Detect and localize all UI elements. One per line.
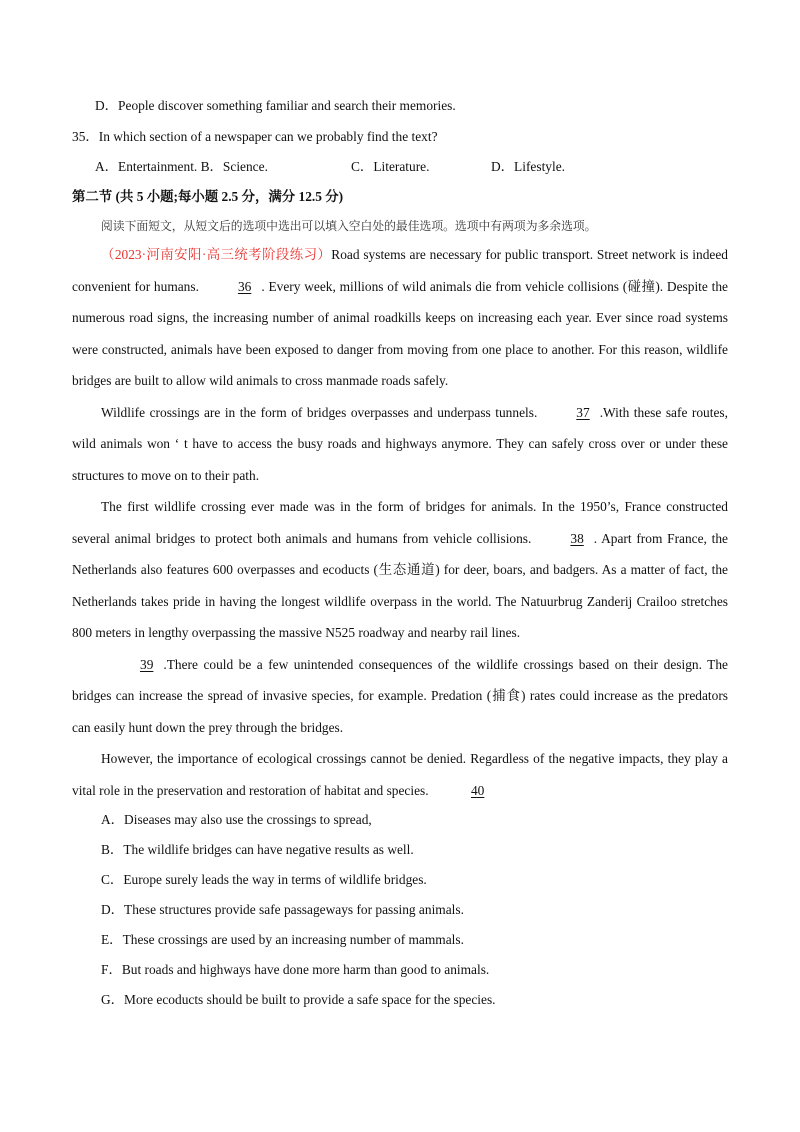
blank-39: 39 <box>140 656 154 672</box>
paragraph-2 <box>72 397 728 492</box>
paragraph-2-text-a: Wildlife crossings are in the form of bridges overpasses and underpass tunnels. <box>101 404 538 420</box>
q35-option-ab: A．Entertainment. B．Science. <box>95 159 268 174</box>
paragraph-3 <box>72 491 728 649</box>
passage <box>72 239 728 806</box>
paragraph-1-text-a: Road systems are necessary for public transport. Street network is indeed convenient for humans. <box>72 247 729 294</box>
paragraph-3-text-a: The first wildlife crossing ever made was in the form of bridges for animals. In the 1950’s, France constructed several animal bridges to protect both animals and humans from vehicle collisions. <box>72 499 728 546</box>
paragraph-3-text-b: . Apart from France, the Netherlands also features 600 overpasses and ecoducts (生态通道) for deer, boars, and badgers. As a matter of fact, the Netherlands takes pride in having the longest wildlife overpass in the world. The Natuurbrug Zanderij Crailoo stretches 800 meters in lengthy overpassing the massive N525 roadway and nearby rail lines. <box>72 530 729 640</box>
paragraph-1 <box>72 239 728 397</box>
option-g: G．More ecoducts should be built to provide a safe space for the species. <box>101 992 496 1007</box>
blank-40: 40 <box>470 782 485 798</box>
source-label: （2023·河南安阳·高三统考阶段练习） <box>101 247 332 262</box>
paragraph-4 <box>72 649 728 744</box>
paragraph-2-text-b: .With these safe routes, wild animals won ‘ t have to access the busy roads and highways anymore. They can safely cross over or under these structures to move on to their path. <box>72 404 728 483</box>
option-d: D．These structures provide safe passageways for passing animals. <box>101 902 464 917</box>
section-heading: 第二节 (共 5 小题;每小题 2.5 分，满分 12.5 分) <box>72 189 344 204</box>
blank-38: 38 <box>570 530 584 546</box>
paragraph-1-text-b: . Every week, millions of wild animals die from vehicle collisions (碰撞). Despite the numerous road signs, the increasing number of animal roadkills keeps on increasing each year. Ever since road systems were constructed, animals have been exposed to danger from moving from one place to another. For this reason, wildlife bridges are built to allow wild animals to cross manmade roads safely. <box>72 278 728 388</box>
paragraph-5-text-a: However, the importance of ecological crossings cannot be denied. Regardless of the negative impacts, they play a vital role in the preservation and restoration of habitat and species. <box>72 751 728 798</box>
paragraph-4-text-b: .There could be a few unintended consequences of the wildlife crossings based on their design. The bridges can increase the spread of invasive species, for example. Predation (捕食) rates could increase as the predators can easily hunt down the prey through the bridges. <box>72 656 728 735</box>
option-b: B．The wildlife bridges can have negative results as well. <box>101 842 414 857</box>
option-a: A．Diseases may also use the crossings to spread, <box>101 812 372 827</box>
q35-option-d: D．Lifestyle. <box>491 159 566 174</box>
option-e: E．These crossings are used by an increasing number of mammals. <box>101 932 464 947</box>
blank-36: 36 <box>237 278 252 294</box>
q35-question: 35．In which section of a newspaper can we probably find the text? <box>72 129 438 144</box>
blank-37: 37 <box>576 404 590 420</box>
option-f: F．But roads and highways have done more harm than good to animals. <box>101 962 490 977</box>
section-instruction: 阅读下面短文，从短文后的选项中选出可以填入空白处的最佳选项。选项中有两项为多余选项。 <box>101 219 597 233</box>
q34-option-d: D．People discover something familiar and search their memories. <box>95 98 456 113</box>
option-c: C．Europe surely leads the way in terms of wildlife bridges. <box>101 872 427 887</box>
q35-option-c: C．Literature. <box>351 159 430 174</box>
paragraph-5 <box>72 743 728 806</box>
